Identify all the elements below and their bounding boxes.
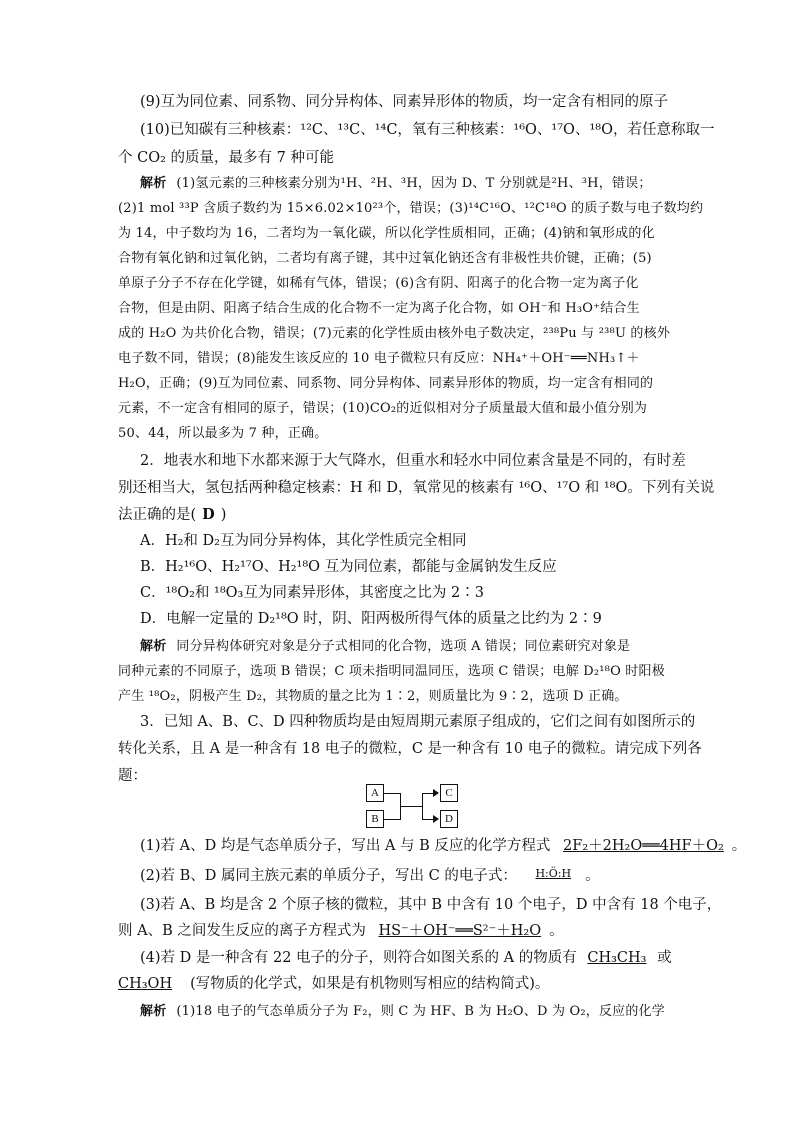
answer-blank: H:Ö:H (535, 867, 572, 880)
answer-blank: CH₃OH (118, 976, 173, 992)
box-c: C (440, 784, 458, 802)
explanation-line: 同分异构体研究对象是分子式相同的化合物，选项 A 错误；同位素研究对象是 (176, 639, 631, 654)
box-d: D (440, 810, 458, 828)
subquestion-2: (2)若 B、D 属同主族元素的单质分子，写出 C 的电子式： $^{H:Ö:H}$ 。 (140, 867, 600, 884)
question-stem: 法正确的是( D ) (118, 506, 227, 523)
explanation-line: (2)1 mol ³³P 含质子数约为 15×6.02×10²³个，错误；(3)¹⁴C¹⁶O、¹²C¹⁸O 的质子数与电子数均约 (118, 201, 704, 216)
answer-blank: HS⁻＋OH⁻══S²⁻＋H₂O (378, 923, 542, 939)
option-a: A．H₂和 D₂互为同分异构体，其化学性质完全相同 (140, 533, 467, 549)
text-line: (9)互为同位素、同系物、同分异构体、同素异形体的物质，均一定含有相同的原子 (140, 94, 669, 110)
question-stem: 转化关系，且 A 是一种含有 18 电子的微粒，C 是一种含有 10 电子的微粒。请完成下列各 (118, 741, 702, 757)
subquestion-3: 则 A、B 之间发生反应的离子方程式为 HS⁻＋OH⁻══S²⁻＋H₂O 。 (118, 923, 564, 939)
option-b: B．H₂¹⁶O、H₂¹⁷O、H₂¹⁸O 互为同位素，都能与金属钠发生反应 (140, 559, 557, 575)
explanation-label: 解析 (140, 176, 167, 191)
explanation-line: 元素，不一定含有相同的原子，错误；(10)CO₂的近似相对分子质量最大值和最小值分别为 (118, 401, 648, 416)
explanation-line: 成的 H₂O 为共价化合物，错误；(7)元素的化学性质由核外电子数决定，²³⁸Pu 与 ²³⁸U 的核外 (118, 326, 671, 341)
question-stem: 3．已知 A、B、C、D 四种物质均是由短周期元素原子组成的，它们之间有如图所示的 (140, 714, 696, 730)
subquestion-4: CH₃OH (写物质的化学式，如果是有机物则写相应的结构简式)。 (118, 976, 550, 992)
connector-line (400, 806, 422, 807)
subquestion-3: (3)若 A、B 均是含 2 个原子核的微粒，其中 B 中含有 10 个电子，D 中含有 18 个电子， (140, 897, 722, 913)
arrow-icon (433, 789, 439, 797)
box-b: B (366, 810, 384, 828)
conversion-diagram (360, 782, 460, 830)
connector-line (384, 793, 400, 794)
box-a: A (366, 784, 384, 802)
question-stem: 别还相当大，氢包括两种稳定核素：H 和 D，氧常见的核素有 ¹⁶O、¹⁷O 和 ¹⁸O。下列有关说 (118, 480, 715, 496)
option-d: D．电解一定量的 D₂¹⁸O 时，阴、阳两极所得气体的质量之比约为 2∶9 (140, 611, 602, 627)
explanation-line: 同种元素的不同原子，选项 B 错误；C 项未指明同温同压，选项 C 错误；电解 D₂¹⁸O 时阳极 (118, 664, 665, 679)
text-line: (10)已知碳有三种核素：¹²C、¹³C、¹⁴C，氧有三种核素：¹⁶O、¹⁷O、¹⁸O，若任意称取一 (140, 122, 715, 138)
subquestion-4: (4)若 D 是一种含有 22 电子的分子，则符合如图关系的 A 的物质有 CH₃CH₃ 或 (140, 950, 672, 966)
question-stem: 2．地表水和地下水都来源于大气降水，但重水和轻水中同位素含量是不同的，有时差 (140, 453, 686, 469)
arrow-icon (433, 815, 439, 823)
connector-line (384, 819, 400, 820)
explanation-line: 单原子分子不存在化学键，如稀有气体，错误；(6)含有阴、阳离子的化合物一定为离子化 (118, 276, 639, 291)
explanation-line: 电子数不同，错误；(8)能发生该反应的 10 电子微粒只有反应：NH₄⁺＋OH⁻══NH₃↑＋ (118, 351, 640, 366)
option-c: C．¹⁸O₂和 ¹⁸O₃互为同素异形体，其密度之比为 2∶3 (140, 585, 484, 601)
answer-blank: CH₃CH₃ (587, 950, 647, 966)
explanation-line: (1)18 电子的气态单质分子为 F₂，则 C 为 HF、B 为 H₂O、D 为 O₂，反应的化学 (176, 1004, 665, 1019)
explanation-label: 解析 (140, 639, 167, 654)
explanation-line: 合物有氧化钠和过氧化钠，二者均有离子键，其中过氧化钠还含有非极性共价键，正确；(5) (118, 251, 652, 266)
answer-choice: D (202, 506, 215, 523)
explanation-line: (1)氢元素的三种核素分别为¹H、²H、³H，因为 D、T 分别就是²H、³H，错误； (176, 176, 652, 191)
answer-blank: 2F₂＋2H₂O══4HF＋O₂ (563, 838, 724, 854)
explanation-line: H₂O，正确；(9)互为同位素、同系物、同分异构体、同素异形体的物质，均一定含有相同的 (118, 376, 654, 391)
explanation-line: 为 14，中子数均为 16，二者均为一氧化碳，所以化学性质相同，正确；(4)钠和氧形成的化 (118, 226, 655, 241)
subquestion-1: (1)若 A、D 均是气态单质分子，写出 A 与 B 反应的化学方程式 2F₂＋2H₂O══4HF＋O₂ 。 (140, 838, 747, 854)
explanation-line: 50、44，所以最多为 7 种，正确。 (118, 426, 328, 441)
text-line: 个 CO₂ 的质量，最多有 7 种可能 (118, 150, 334, 166)
question-stem: 题： (118, 768, 147, 784)
connector-line (422, 793, 423, 820)
explanation-line: 产生 ¹⁸O₂，阴极产生 D₂，其物质的量之比为 1∶2，则质量比为 9∶2，选项 D 正确。 (118, 689, 628, 704)
explanation-line: 合物，但是由阴、阳离子结合生成的化合物不一定为离子化合物，如 OH⁻和 H₃O⁺结合生 (118, 301, 640, 316)
explanation-label: 解析 (140, 1004, 167, 1019)
